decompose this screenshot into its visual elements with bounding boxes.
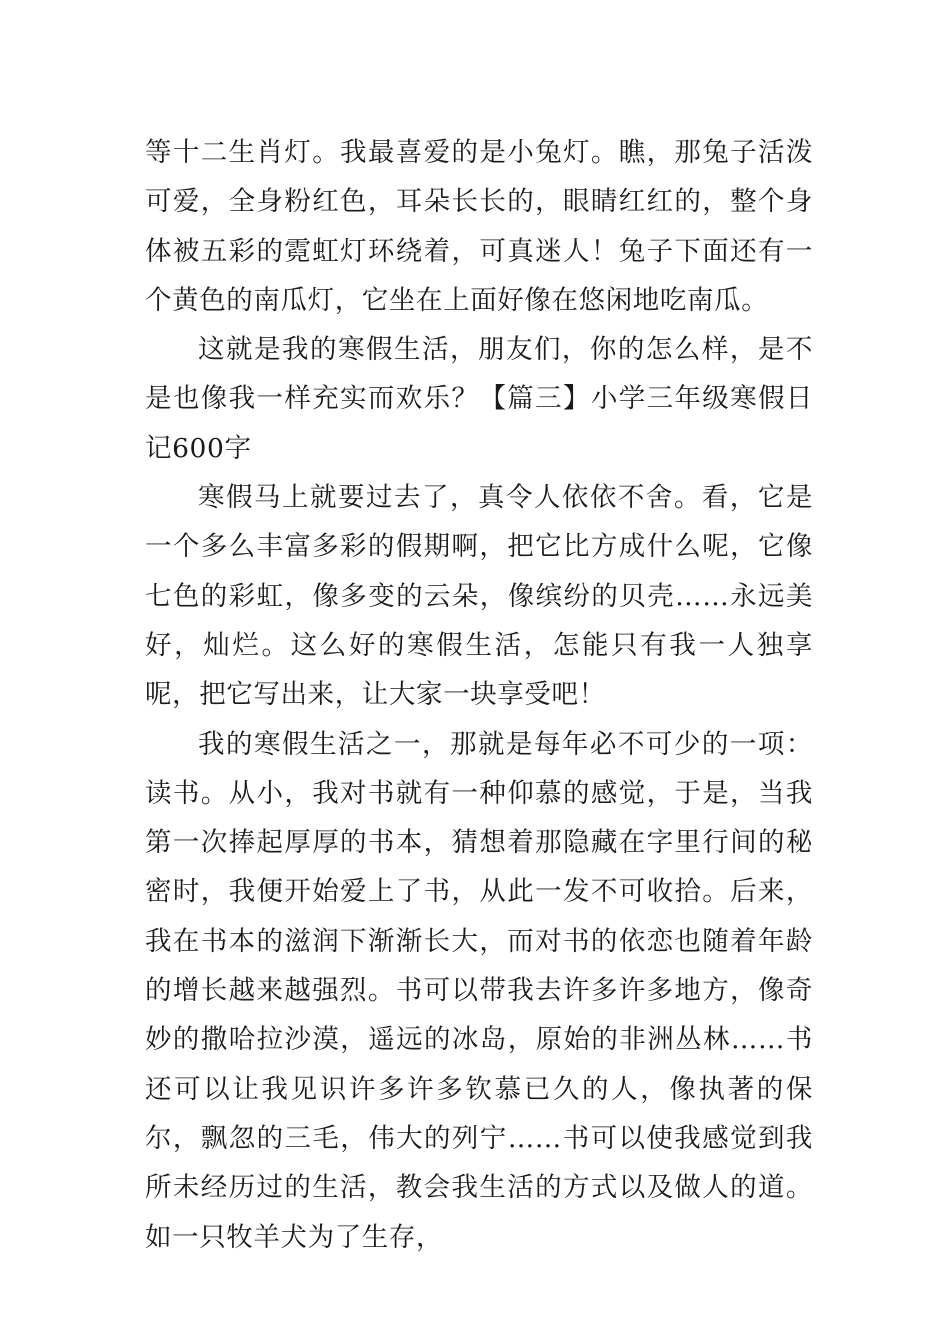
paragraph-1: 等十二生肖灯。我最喜爱的是小兔灯。瞧，那兔子活泼可爱，全身粉红色，耳朵长长的，眼睛红红的，整个身体被五彩的霓虹灯环绕着，可真迷人！兔子下面还有一个黄色的南瓜灯，它坐在上面好像在悠闲地吃南瓜。 xyxy=(145,137,813,316)
paragraph-2: 这就是我的寒假生活，朋友们，你的怎么样，是不是也像我一样充实而欢乐？【篇三】小学三年级寒假日记600字 xyxy=(145,334,813,464)
body-text xyxy=(145,128,813,1262)
paragraph-3: 寒假马上就要过去了，真令人依依不舍。看，它是一个多么丰富多彩的假期啊，把它比方成什么呢，它像七色的彩虹，像多变的云朵，像缤纷的贝壳……永远美好，灿烂。这么好的寒假生活，怎能只有我一人独享呢，把它写出来，让大家一块享受吧！ xyxy=(145,482,813,711)
paragraph-4: 我的寒假生活之一，那就是每年必不可少的一项：读书。从小，我对书就有一种仰慕的感觉，于是，当我第一次捧起厚厚的书本，猜想着那隐藏在字里行间的秘密时，我便开始爱上了书，从此一发不可收拾。后来，我在书本的滋润下渐渐长大，而对书的依恋也随着年龄的增长越来越强烈。书可以带我去许多许多地方，像奇妙的撒哈拉沙漠，遥远的冰岛，原始的非洲丛林……书还可以让我见识许多许多钦慕已久的人，像执著的保尔，飘忽的三毛，伟大的列宁……书可以使我感觉到我所未经历过的生活，教会我生活的方式以及做人的道。如一只牧羊犬为了生存， xyxy=(145,728,813,1253)
